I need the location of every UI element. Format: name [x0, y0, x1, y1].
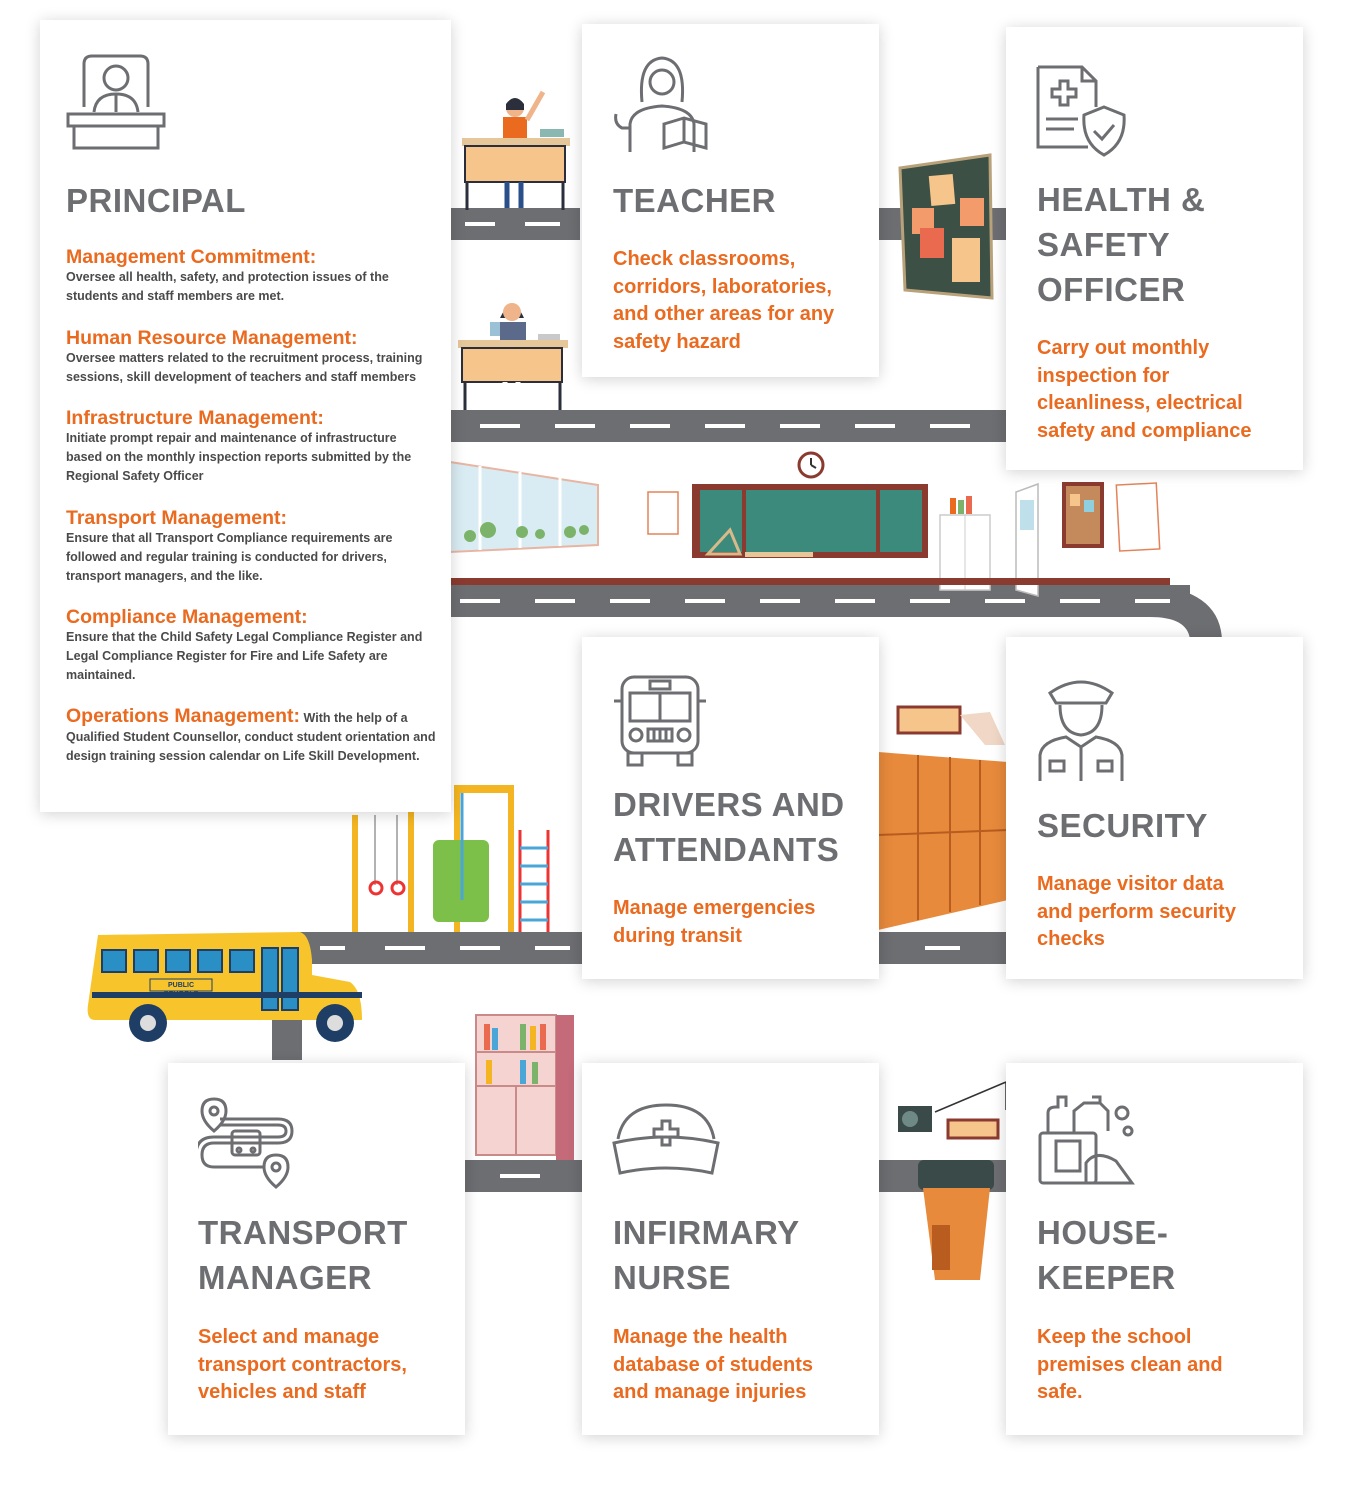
principal-item-text: Ensure that all Transport Compliance requirements are followed and regular training is conducted for drivers, transport managers, and the like. [66, 531, 393, 583]
principal-item [66, 507, 436, 586]
locker-illustration [878, 707, 1008, 930]
teacher-title: TEACHER [613, 182, 777, 219]
principal-item-title: Operations Management: [66, 705, 301, 727]
security-card [1006, 637, 1303, 979]
housekeeper-desc: Keep the school premises clean and safe. [1037, 1326, 1223, 1403]
drivers-title: DRIVERS AND ATTENDANTS [613, 786, 845, 868]
principal-item-title: Management Commitment: [66, 246, 317, 268]
principal-card [40, 20, 451, 812]
health-safety-icon [1034, 63, 1130, 159]
teacher-card [582, 24, 879, 377]
principal-item-title: Human Resource Management: [66, 327, 358, 349]
principal-desk-icon [66, 52, 166, 152]
principal-item [66, 246, 436, 306]
teacher-desc: Check classrooms, corridors, laboratories, and other areas for any safety hazard [613, 248, 835, 353]
student-desk-illustration [458, 303, 568, 410]
security-guard-icon [1036, 671, 1126, 783]
security-title: SECURITY [1037, 807, 1208, 844]
health-title-line: HEALTH & SAFETY OFFICER [1037, 181, 1206, 308]
principal-item [66, 407, 436, 486]
nurse-desc: Manage the health database of students and manage injuries [613, 1326, 814, 1403]
principal-item-text: Ensure that the Child Safety Legal Compliance Register and Legal Compliance Register for Fire and Life Safety are maintained. [66, 630, 423, 682]
principal-item-text: Oversee all health, safety, and protection issues of the students and staff members are met. [66, 270, 389, 303]
teacher-desk-illustration [462, 92, 570, 210]
principal-item [66, 705, 436, 766]
principal-item-title: Infrastructure Management: [66, 407, 324, 429]
cleaning-supplies-icon [1036, 1091, 1136, 1187]
bus-label: PUBLIC SCHOOLS [163, 982, 199, 998]
housekeeper-card [1006, 1063, 1303, 1435]
nurse-card [582, 1063, 879, 1435]
health-safety-card [1006, 27, 1303, 470]
drivers-desc: Manage emergencies during transit [613, 897, 816, 947]
principal-title: PRINCIPAL [66, 182, 246, 219]
principal-item-text: Initiate prompt repair and maintenance of infrastructure based on the monthly inspection reports submitted by the Regional Safety Officer [66, 431, 412, 483]
principal-item [66, 606, 436, 685]
principal-item [66, 327, 436, 387]
principal-item-title: Compliance Management: [66, 606, 308, 628]
principal-item-title: Transport Management: [66, 507, 288, 529]
principal-item-text: With the help of a Qualified Student Counsellor, conduct student orientation and design training session calendar on Life Skill Development. [66, 711, 436, 763]
principal-item-text: Oversee matters related to the recruitment process, training sessions, skill development of teachers and staff members [66, 351, 423, 384]
nurse-cap-icon [612, 1101, 720, 1177]
classroom-illustration [450, 453, 1170, 596]
housekeeper-title: HOUSE- KEEPER [1037, 1214, 1176, 1296]
bookshelf-illustration [476, 1015, 574, 1160]
bus-icon [612, 671, 708, 769]
transport-title: TRANSPORT MANAGER [198, 1214, 408, 1296]
notice-board-illustration [900, 155, 992, 298]
route-icon [198, 1095, 294, 1191]
nurse-title: INFIRMARY NURSE [613, 1214, 800, 1296]
transport-manager-card [168, 1063, 465, 1435]
health-desc: Carry out monthly inspection for cleanliness, electrical safety and compliance [1037, 337, 1252, 442]
security-desc: Manage visitor data and perform security checks [1037, 873, 1236, 950]
teacher-icon [610, 52, 714, 156]
transport-desc: Select and manage transport contractors, vehicles and staff [198, 1326, 407, 1403]
drivers-card [582, 637, 879, 979]
